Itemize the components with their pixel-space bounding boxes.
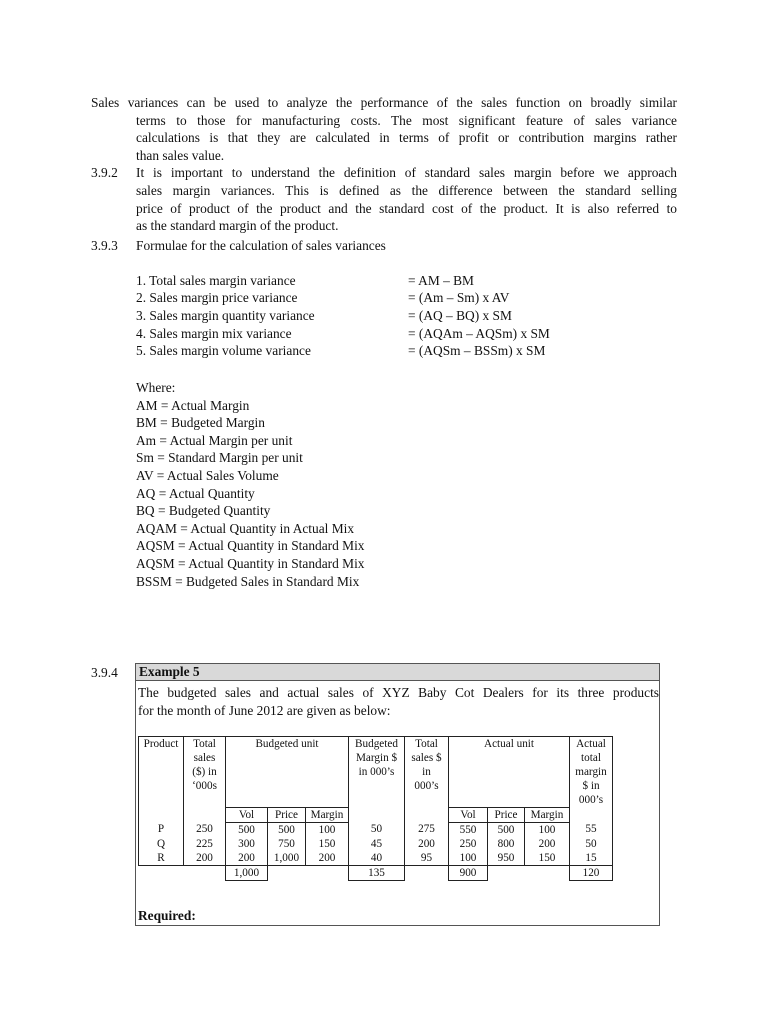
- subheader-price: Price: [488, 807, 525, 822]
- table-subheader-row: [139, 807, 613, 822]
- intro-rest: [136, 112, 677, 165]
- section-393-title: Formulae for the calculation of sales variances: [136, 237, 386, 253]
- formula-name: 2. Sales margin price variance: [136, 290, 298, 306]
- intro-line-4: than sales value.: [136, 147, 225, 163]
- required-label: Required:: [138, 908, 196, 923]
- formula-expr: = AM – BM: [408, 272, 474, 288]
- example-intro-line-1: The budgeted sales and actual sales of XYZ Baby Cot Dealers for its three products: [138, 685, 659, 700]
- table-totals-row: [139, 865, 613, 880]
- definition-item: AV = Actual Sales Volume: [136, 467, 279, 483]
- table-row-r: R 200 200 1,000 200 40 95 100 950 150 15: [139, 851, 613, 866]
- header-budgeted-unit: Budgeted unit: [226, 737, 349, 808]
- formula-expr: = (Am – Sm) x AV: [408, 290, 510, 306]
- definition-item: BM = Budgeted Margin: [136, 415, 265, 431]
- definition-item: AQAM = Actual Quantity in Actual Mix: [136, 520, 355, 536]
- total-actual-vol: 900: [449, 865, 488, 880]
- section-392-text: [136, 164, 677, 234]
- section-number-394: 3.9.4: [91, 665, 118, 680]
- subheader-margin: Margin: [306, 807, 349, 822]
- definition-item: Am = Actual Margin per unit: [136, 432, 293, 448]
- intro-line-1: Sales variances can be used to analyze the performance of the sales function on broadly similar: [91, 95, 677, 110]
- header-product: Product: [139, 737, 184, 808]
- header-total-sales: Total sales ($) in ‘000s: [184, 737, 226, 808]
- formula-name: 3. Sales margin quantity variance: [136, 308, 315, 323]
- header-actual-unit: Actual unit: [449, 737, 570, 808]
- intro-line-3: calculations is that they are calculated in terms of profit or contribution margins rather: [136, 130, 677, 146]
- section-number-393: 3.9.3: [91, 237, 118, 253]
- header-total-sales-2: Total sales $ in 000’s: [405, 737, 449, 808]
- sales-data-table: [138, 736, 613, 881]
- table-header-row: [139, 737, 613, 808]
- formula-expr: = (AQSm – BSSm) x SM: [408, 343, 546, 359]
- subheader-vol: Vol: [449, 807, 488, 822]
- subheader-vol: Vol: [226, 807, 268, 822]
- intro-line-2: terms to those for manufacturing costs. The most significant feature of sales variance: [136, 112, 677, 128]
- formula-name: 4. Sales margin mix variance: [136, 325, 292, 341]
- s392-line-2: sales margin variances. This is defined as the difference between the standard selling: [136, 182, 677, 198]
- intro-line-1-wrap: [91, 94, 677, 112]
- subheader-price: Price: [268, 807, 306, 822]
- table-row-p: P 250 500 500 100 50 275 550 500 100 55: [139, 822, 613, 837]
- definition-list: [136, 397, 364, 591]
- example-intro: [138, 684, 659, 719]
- example-title: Example 5: [135, 663, 660, 681]
- definition-item: BQ = Budgeted Quantity: [136, 503, 271, 519]
- formula-name: 5. Sales margin volume variance: [136, 343, 311, 359]
- section-number-392: 3.9.2: [91, 165, 118, 181]
- total-budgeted-margin: 135: [349, 865, 405, 880]
- definition-item: BSSM = Budgeted Sales in Standard Mix: [136, 573, 360, 589]
- where-label: Where:: [136, 379, 176, 395]
- formula-expr: = (AQAm – AQSm) x SM: [408, 325, 550, 341]
- total-actual-margin: 120: [570, 865, 613, 880]
- definition-item: AQ = Actual Quantity: [136, 485, 255, 501]
- definition-item: Sm = Standard Margin per unit: [136, 450, 303, 466]
- s392-line-1: It is important to understand the definition of standard sales margin before we approach: [136, 165, 677, 181]
- definition-item: AM = Actual Margin: [136, 397, 250, 413]
- s392-line-3: price of product of the product and the standard cost of the product. It is also referred to: [136, 200, 677, 216]
- s392-line-4: as the standard margin of the product.: [136, 218, 339, 234]
- header-budgeted-margin: Budgeted Margin $ in 000’s: [349, 737, 405, 808]
- formula-name: 1. Total sales margin variance: [136, 272, 296, 288]
- total-budgeted-vol: 1,000: [226, 865, 268, 880]
- table-row-q: Q 225 300 750 150 45 200 250 800 200 50: [139, 837, 613, 851]
- subheader-margin: Margin: [525, 807, 570, 822]
- definition-item: AQSM = Actual Quantity in Standard Mix: [136, 538, 365, 554]
- example-intro-line-2: for the month of June 2012 are given as below:: [138, 702, 391, 718]
- definition-item: AQSM = Actual Quantity in Standard Mix: [136, 555, 365, 571]
- formula-expr: = (AQ – BQ) x SM: [408, 308, 512, 323]
- header-actual-total-margin: Actual total margin $ in 000’s: [570, 737, 613, 808]
